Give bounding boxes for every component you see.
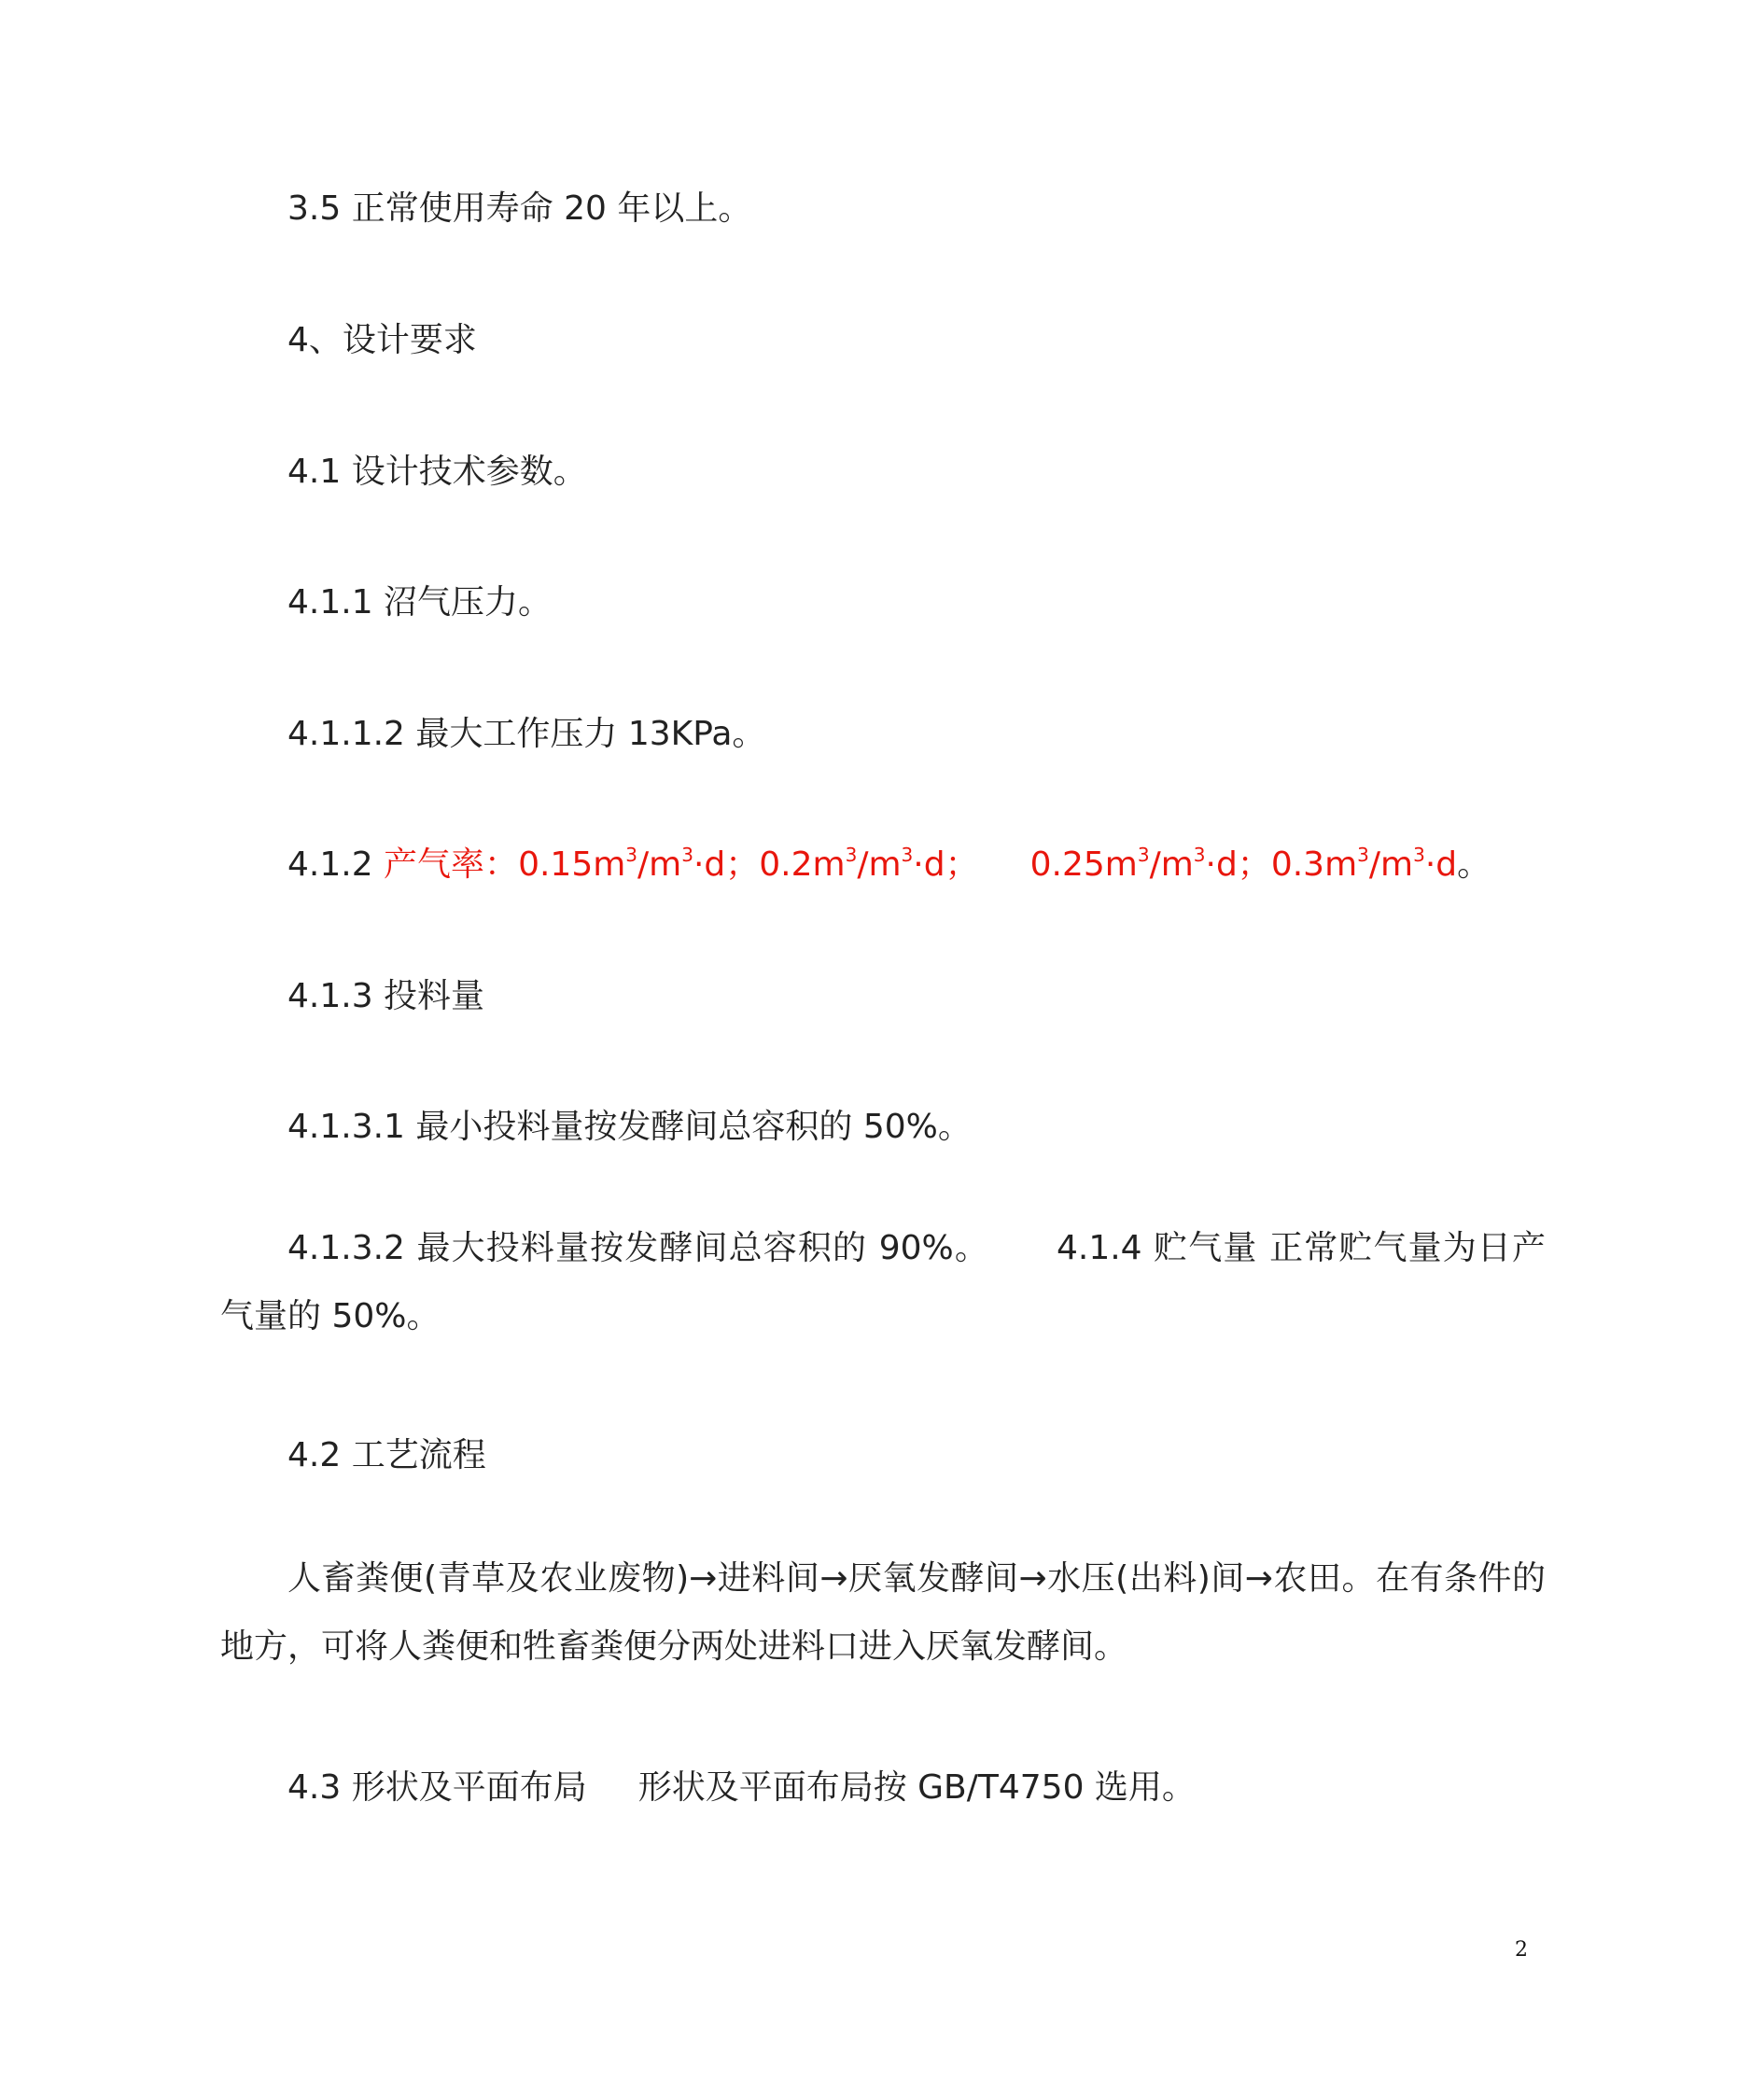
clause-4-1-3: 4.1.3 投料量 <box>287 977 485 1015</box>
clause-4-1-3-2: 4.1.3.2 最大投料量按发酵间总容积的 90%。 <box>287 1229 989 1267</box>
clause-number: 4.1.2 <box>287 845 385 884</box>
heading-design-requirements: 4、设计要求 <box>287 321 477 359</box>
gas-rate-label: 产气率： <box>384 845 519 884</box>
clause-3-5: 3.5 正常使用寿命 20 年以上。 <box>287 189 752 228</box>
clause-4-1-1: 4.1.1 沼气压力。 <box>287 583 553 622</box>
clause-end-mark: 。 <box>1457 845 1491 884</box>
rate-value-2: $0.2m^3/m^3\cdot d$ <box>759 844 945 884</box>
clause-4-2: 4.2 工艺流程 <box>287 1436 486 1474</box>
clause-4-3 <box>287 1766 1196 1810</box>
clause-4-1-1-2: 4.1.1.2 最大工作压力 13KPa。 <box>287 715 766 753</box>
rate-value-1: $0.15m^3/m^3\cdot d$ <box>518 844 726 884</box>
clause-4-3-text: 形状及平面布局按 GB/T4750 选用。 <box>637 1768 1196 1807</box>
rate-value-3: $0.25m^3/m^3\cdot d$ <box>1029 844 1238 884</box>
clause-4-1-3-1: 4.1.3.1 最小投料量按发酵间总容积的 50%。 <box>287 1108 972 1146</box>
clause-4-1-4: 4.1.4 贮气量 正常贮气量为日产气量的 50%。 <box>220 1229 1546 1335</box>
clause-4-3-title: 4.3 形状及平面布局 <box>287 1768 587 1807</box>
process-flow-paragraph: 人畜粪便(青草及农业废物)→进料间→厌氧发酵间→水压(出料)间→农田。在有条件的地方，可将人粪便和牲畜粪便分两处进料口进入厌氧发酵间。 <box>220 1559 1546 1666</box>
clause-4-1-2 <box>287 843 1491 887</box>
clause-4-1-3-2-and-4-1-4 <box>220 1214 1546 1350</box>
clause-4-1: 4.1 设计技术参数。 <box>287 453 587 491</box>
gas-rate-values: 产气率：$0.15m^3/m^3\cdot d$；$0.2m^3/m^3\cdot d$； $0.25m^3/m^3\cdot d$；$0.3m^3/m^3\cdot d$ <box>384 844 1458 884</box>
page-number: 2 <box>1515 1938 1528 1962</box>
rate-value-4: $0.3m^3/m^3\cdot d$ <box>1270 844 1458 884</box>
